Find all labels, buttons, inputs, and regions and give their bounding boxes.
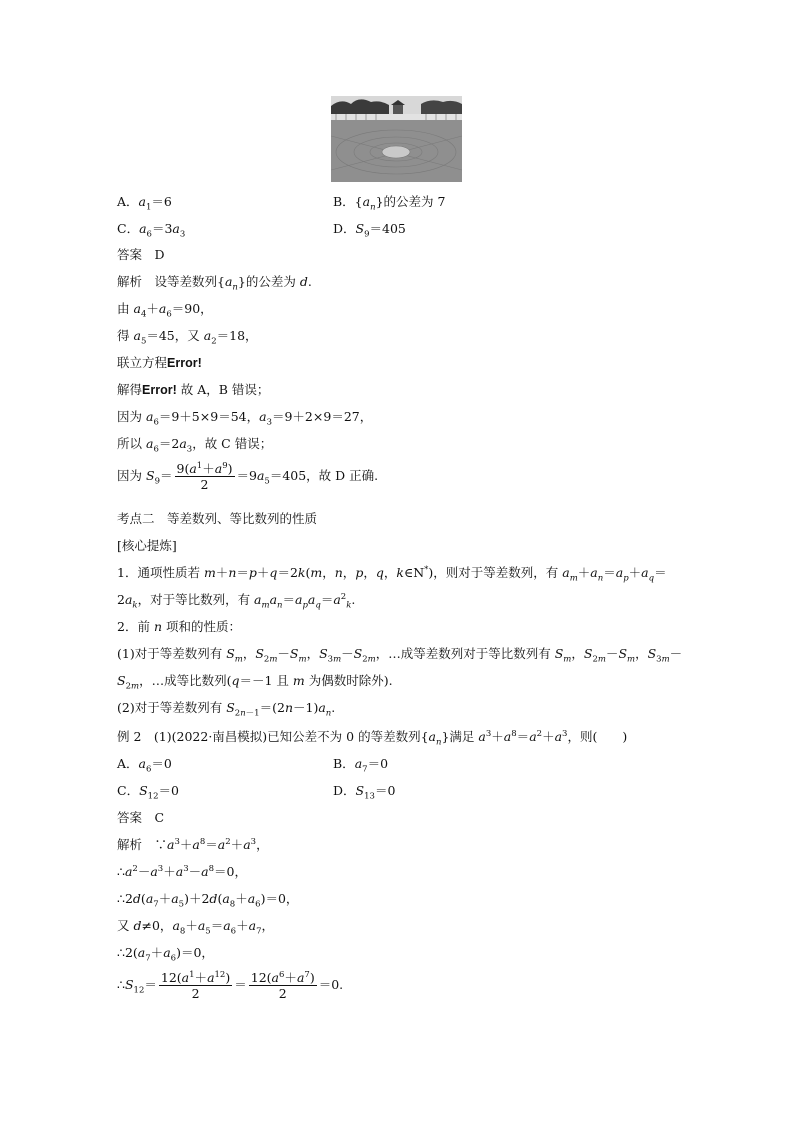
fraction-2: $\frac{12(a^6+a^7)}{2}$	[250, 969, 315, 1001]
ex2-solution-3: $\therefore 2d(a_7+a_5)+2d(a_8+a_6)=0$，	[117, 891, 299, 910]
ex2-solution-1: 解析 $\because a^3+a^8=a^2+a^3$，	[117, 836, 269, 852]
property-2-1-line-1: (1)对于等差数列有 $S_m$，$S_{2m}-S_m$，$S_{3m}-S_{2m}$，…成等差数列对于等比数列有 $S_m$，$S_{2m}-S_m$，$S_{3m}-$	[117, 646, 683, 665]
ex2-solution-4: 又 d≠0，$a_8+a_5=a_6+a_7$，	[117, 918, 274, 937]
property-2: 2．前 n 项和的性质：	[117, 619, 241, 634]
solution-line-6: 因为 $a_6=9+5\times 9=54$，$a_3=9+2\times 9=27$，	[117, 409, 373, 428]
ex2-option-d: D．$S_{13}=0$	[333, 783, 396, 802]
solution-line-4: 联立方程Error!	[117, 355, 202, 370]
courtyard-photo	[331, 96, 462, 182]
ex2-option-b: B．$a_7=0$	[333, 756, 389, 775]
property-1-line-1: 1．通项性质若 m＋n＝p＋q＝2k(m，n，p，q，k∈N*)，则对于等差数列，有 $a_m+a_n=a_p+a_q=$	[117, 564, 667, 584]
answer-2: 答案 C	[117, 810, 165, 825]
option-a: A．$a_1=6$	[117, 194, 172, 213]
solution-line-1: 解析 设等差数列$\{a_n\}$的公差为 d.	[117, 274, 312, 293]
ex2-solution-6: $\therefore S_{12}=$ $\frac{12(a^1+a^{12})}{2}$ ＝ $\frac{12(a^6+a^7)}{2}$ ＝0.	[117, 969, 344, 1001]
example-2-question: 例 2 (1)(2022·南昌模拟)已知公差不为 0 的等差数列$\{a_n\}$满足 $a^3+a^8=a^2+a^3$，则( )	[117, 728, 628, 748]
ex2-solution-5: $\therefore 2(a_7+a_6)=0$，	[117, 945, 214, 964]
solution-line-7: 所以 $a_6=2a_3$，故 C 错误；	[117, 436, 273, 455]
option-d: D．$S_9=405$	[333, 221, 406, 240]
property-2-2: (2)对于等差数列有 $S_{2n-1}=(2n-1)a_n$.	[117, 700, 336, 719]
option-c: C．$a_6=3a_3$	[117, 221, 186, 240]
section-tag: [核心提炼]	[117, 538, 177, 553]
property-2-1-line-2: $S_{2m}$，…成等比数列(q＝－1 且 m 为偶数时除外).	[117, 673, 393, 692]
answer-1: 答案 D	[117, 247, 165, 262]
ex2-option-a: A．$a_6=0$	[117, 756, 172, 775]
fraction-1: $\frac{12(a^1+a^{12})}{2}$	[160, 969, 231, 1001]
option-b: B．$\{a_n\}$的公差为 7	[333, 194, 446, 213]
section-title: 考点二 等差数列、等比数列的性质	[117, 511, 318, 526]
solution-line-5: 解得Error! 故 A，B 错误；	[117, 382, 270, 397]
solution-line-2: 由 $a_4+a_6=90$，	[117, 301, 213, 320]
fraction: $\frac{9(a^1+a^9)}{2}$	[176, 460, 233, 492]
solution-line-8: 因为 $S_9=$ $\frac{9(a^1+a^9)}{2}$ $=9a_5=405$，故 D 正确.	[117, 460, 379, 492]
ex2-option-c: C．$S_{12}=0$	[117, 783, 179, 802]
ex2-solution-2: $\therefore a^2-a^3+a^3-a^8=0$，	[117, 863, 247, 879]
property-1-line-2: $2a_k$，对于等比数列，有 $a_ma_n=a_pa_q=a^2_k$.	[117, 591, 356, 611]
solution-line-3: 得 $a_5=45$，又 $a_2=18$，	[117, 328, 258, 347]
